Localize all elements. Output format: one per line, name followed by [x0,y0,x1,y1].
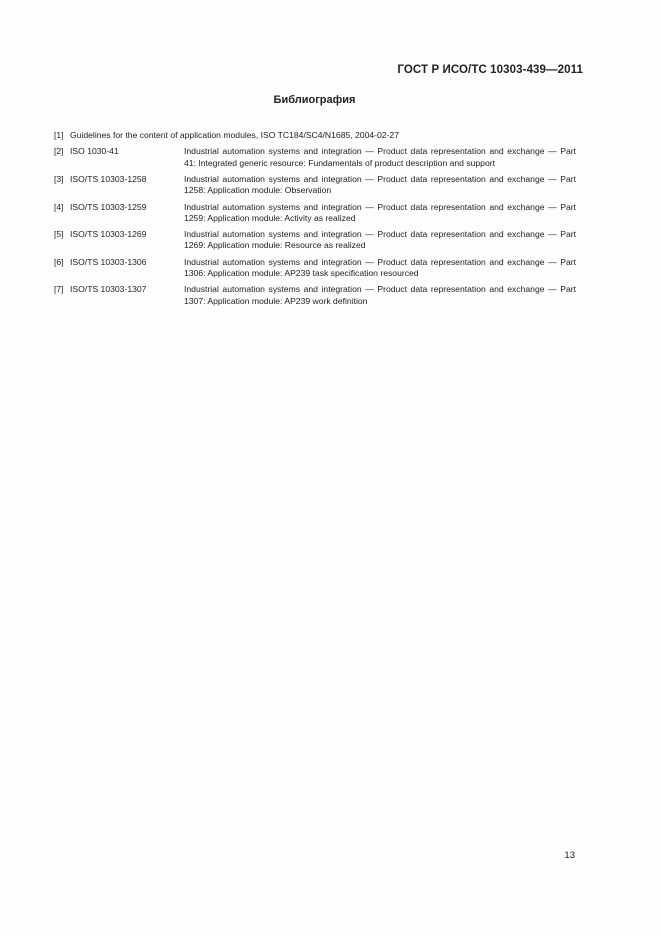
entry-title: Industrial automation systems and integration — Product data representation and exchange — Part 1259: Application module: Activity as realized [184,201,576,223]
section-title-text: Библиография [273,94,356,106]
entry-reference: ISO/TS 10303-1306 [70,256,147,267]
bibliography-entry [54,202,576,224]
entry-title: Industrial automation systems and integration — Product data representation and exchange — Part 1307: Application module: AP239 work definition [184,284,576,306]
entry-title: Industrial automation systems and integration — Product data representation and exchange — Part 1258: Application module: Observation [184,173,576,196]
standard-designation: ГОСТ Р ИСО/ТС 10303-439—2011 [397,64,583,76]
bibliography-entry [54,146,576,168]
bibliography-entry [54,130,576,141]
entry-title: Guidelines for the content of application modules, ISO TC184/SC4/N1685, 2004-02-27 [70,130,399,140]
bibliography-entry [54,284,576,306]
entry-title: Industrial automation systems and integration — Product data representation and exchange — Part 1306: Application module: AP239 task specification resourced [184,256,576,278]
entry-reference: ISO/TS 10303-1307 [70,284,147,295]
entry-number: [6] [54,256,64,267]
entry-reference: ISO/TS 10303-1259 [70,201,147,212]
page-number: 13 [564,850,575,861]
entry-number: [3] [54,173,64,184]
bibliography-list [54,130,576,312]
section-title [0,94,661,106]
entry-number: [1] [54,130,64,140]
entry-title: Industrial automation systems and integration — Product data representation and exchange — Part 41: Integrated generic resource: Fundamentals of product description and support [184,146,576,168]
entry-number: [7] [54,284,64,295]
entry-title: Industrial automation systems and integration — Product data representation and exchange — Part 1269: Application module: Resource as realized [184,229,576,251]
bibliography-entry [54,257,576,279]
entry-number: [4] [54,201,64,212]
entry-number: [2] [54,146,64,157]
entry-number: [5] [54,229,64,240]
bibliography-entry [54,174,576,196]
entry-reference: ISO 1030-41 [70,146,119,157]
entry-reference: ISO/TS 10303-1269 [70,229,147,240]
bibliography-entry [54,229,576,251]
entry-reference: ISO/TS 10303-1258 [70,173,147,184]
